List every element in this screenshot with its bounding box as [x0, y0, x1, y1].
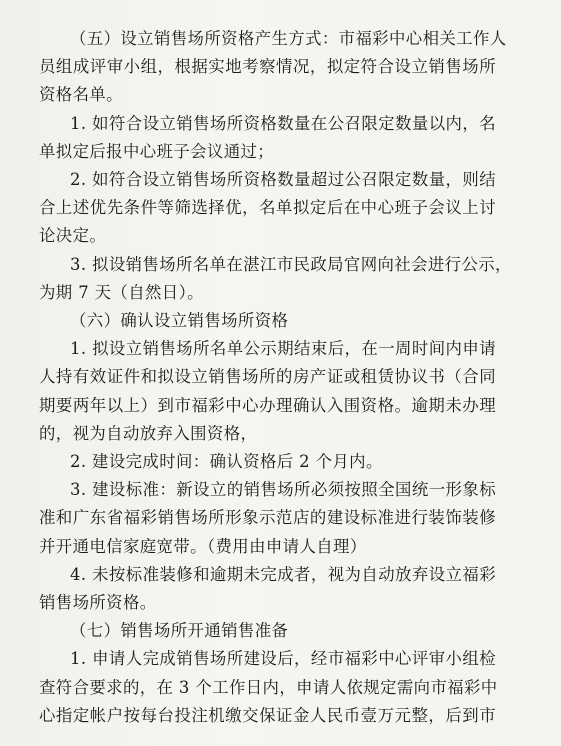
text-line: 2. 建设完成时间：确认资格后 2 个月内。 [70, 452, 383, 471]
text-line: 单拟定后报中心班子会议通过； [39, 142, 275, 161]
text-line: 合上述优先条件等筛选择优，名单拟定后在中心班子会议上讨 [39, 198, 496, 217]
text-line: 4. 未按标准装修和逾期未完成者，视为自动放弃设立福彩 [70, 565, 496, 584]
text-line: 1. 如符合设立销售场所资格数量在公召限定数量以内，名 [70, 114, 496, 133]
text-line: 的，视为自动放弃入围资格， [39, 424, 258, 443]
text-line: 为期 7 天（自然日）。 [39, 283, 204, 302]
text-line: 论决定。 [39, 226, 107, 245]
section-heading: （六）确认设立销售场所资格 [70, 311, 289, 330]
text-line: 员组成评审小组，根据实地考察情况，拟定符合设立销售场所 [39, 57, 496, 76]
text-line: 准和广东省福彩销售场所形象示范店的建设标准进行装饰装修 [39, 508, 496, 527]
text-line: （五）设立销售场所资格产生方式：市福彩中心相关工作人 [70, 29, 507, 48]
text-line: 3. 拟设销售场所名单在湛江市民政局官网向社会进行公示， [70, 255, 512, 274]
section-heading: （七）销售场所开通销售准备 [70, 621, 289, 640]
text-line: 人持有效证件和拟设立销售场所的房产证或租赁协议书（合同 [39, 367, 496, 386]
text-line: 3. 建设标准：新设立的销售场所必须按照全国统一形象标 [70, 480, 496, 499]
text-line: 2. 如符合设立销售场所资格数量超过公召限定数量，则结 [70, 170, 496, 189]
text-line: 资格名单。 [39, 85, 123, 104]
text-line: 心指定帐户按每台投注机缴交保证金人民币壹万元整，后到市 [39, 706, 496, 725]
text-line: 1. 申请人完成销售场所建设后，经市福彩中心评审小组检 [70, 649, 496, 668]
text-line: 查符合要求的，在 3 个工作日内，申请人依规定需向市福彩中 [39, 678, 498, 697]
text-line: 并开通电信家庭宽带。（费用由申请人自理） [39, 537, 367, 556]
text-line: 销售场所资格。 [39, 593, 157, 612]
text-line: 1. 拟设立销售场所名单公示期结束后，在一周时间内申请 [70, 339, 496, 358]
text-line: 期要两年以上）到市福彩中心办理确认入围资格。逾期未办理 [39, 396, 496, 415]
